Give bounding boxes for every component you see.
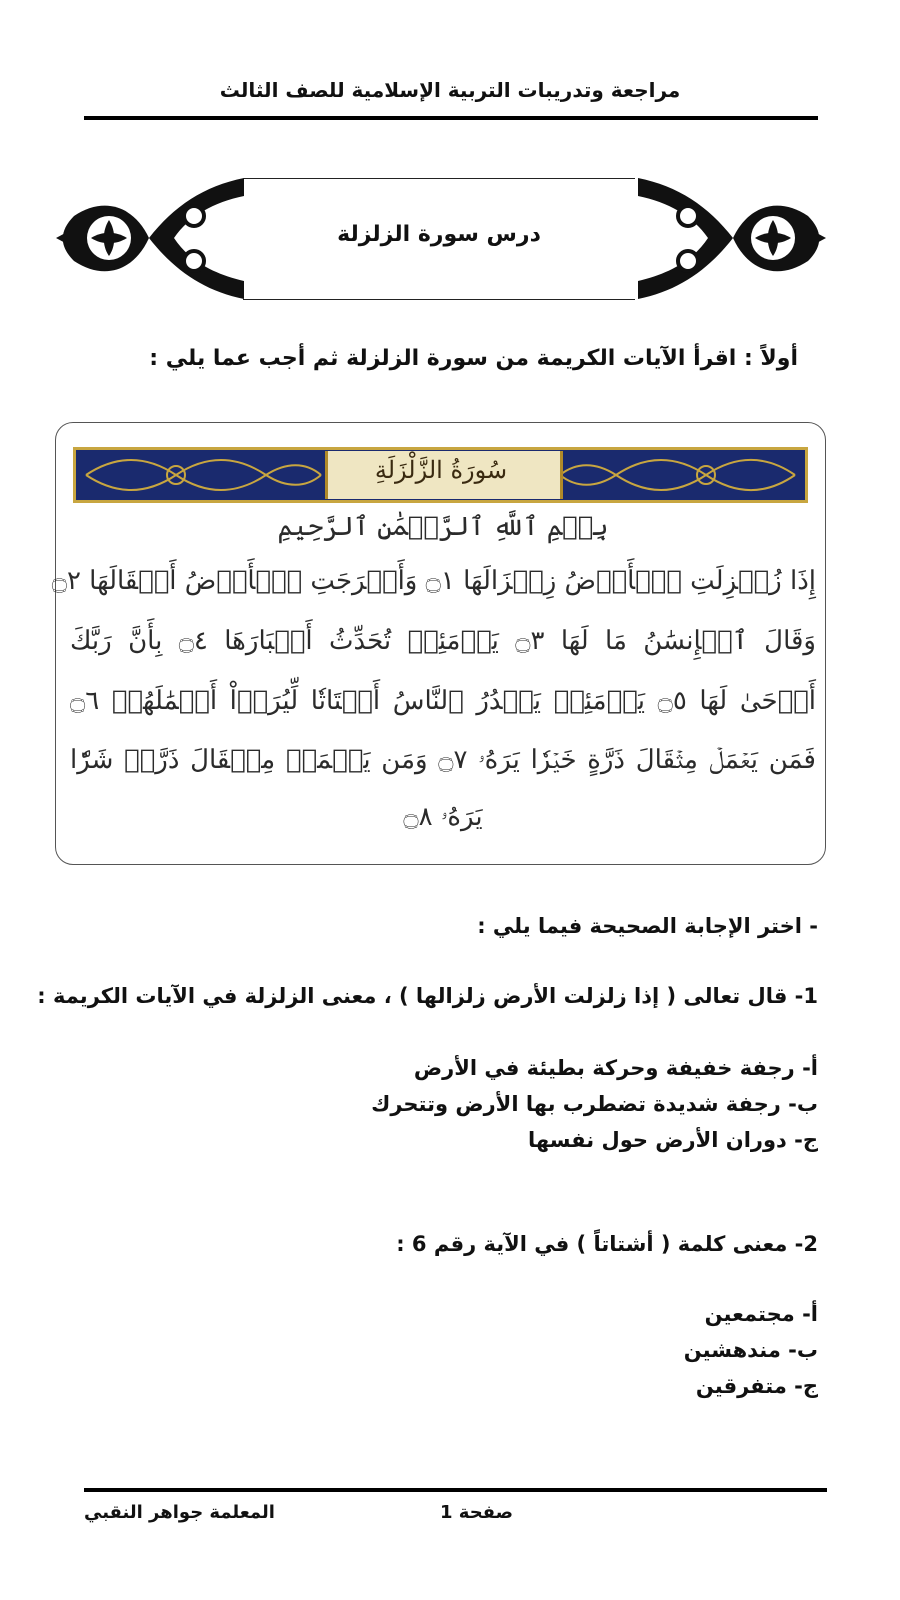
- left-ornament-icon: [54, 176, 254, 301]
- lesson-title: درس سورة الزلزلة: [337, 222, 541, 247]
- page-number: صفحة 1: [440, 1502, 514, 1523]
- exercise-instruction: - اختر الإجابة الصحيحة فيما يلي :: [477, 914, 818, 938]
- verse-line: أَوۡحَىٰ لَهَا ۝٥ يَوۡمَئِذٖ يَصۡدُرُ ٱلنَّاسُ أَشۡتَاتٗا لِّيُرَوۡاْ أَعۡمَٰلَهُمۡ ۝٦: [70, 686, 816, 716]
- question-1: 1- قال تعالى ( إذا زلزلت الأرض زلزالها ) ، معنى الزلزلة في الآيات الكريمة :: [37, 984, 818, 1008]
- q1-option-a: أ- رجفة خفيفة وحركة بطيئة في الأرض: [413, 1056, 818, 1080]
- teacher-name: المعلمة جواهر النقبي: [84, 1502, 275, 1523]
- q1-option-c: ج- دوران الأرض حول نفسها: [528, 1128, 818, 1152]
- header-divider: [84, 116, 818, 120]
- verse-line: يَرَهُۥ ۝٨: [403, 802, 483, 832]
- q2-option-b: ب- مندهشين: [683, 1338, 818, 1362]
- footer-divider: [84, 1488, 827, 1492]
- q1-option-b: ب- رجفة شديدة تضطرب بها الأرض وتتحرك: [371, 1092, 818, 1116]
- verse-line: فَمَن يَعۡمَلۡ مِثۡقَالَ ذَرَّةٍ خَيۡرٗا يَرَهُۥ ۝٧ وَمَن يَعۡمَلۡ مِثۡقَالَ ذَرَّةٖ شَرّٗا: [70, 745, 816, 775]
- page-header-title: مراجعة وتدريبات التربية الإسلامية للصف الثالث: [219, 78, 681, 102]
- surah-banner-title: سُورَةُ الزَّلْزَلَةِ: [374, 456, 508, 484]
- q2-option-c: ج- متفرقين: [695, 1374, 818, 1398]
- section-instruction: أولاً : اقرأ الآيات الكريمة من سورة الزلزلة ثم أجب عما يلي :: [149, 346, 798, 371]
- verse-line: وَقَالَ ٱلۡإِنسَٰنُ مَا لَهَا ۝٣ يَوۡمَئِذٖ تُحَدِّثُ أَخۡبَارَهَا ۝٤ بِأَنَّ رَبَّكَ: [70, 626, 816, 656]
- basmala: بِسۡمِ ٱللَّهِ ٱلرَّحۡمَٰنِ ٱلرَّحِيمِ: [277, 512, 609, 542]
- q2-option-a: أ- مجتمعين: [704, 1302, 818, 1326]
- verse-line: إِذَا زُلۡزِلَتِ ٱلۡأَرۡضُ زِلۡزَالَهَا ۝١ وَأَخۡرَجَتِ ٱلۡأَرۡضُ أَثۡقَالَهَا ۝٢: [51, 566, 816, 596]
- question-2: 2- معنى كلمة ( أشتاتاً ) في الآية رقم 6 :: [396, 1232, 818, 1256]
- right-ornament-icon: [628, 176, 828, 301]
